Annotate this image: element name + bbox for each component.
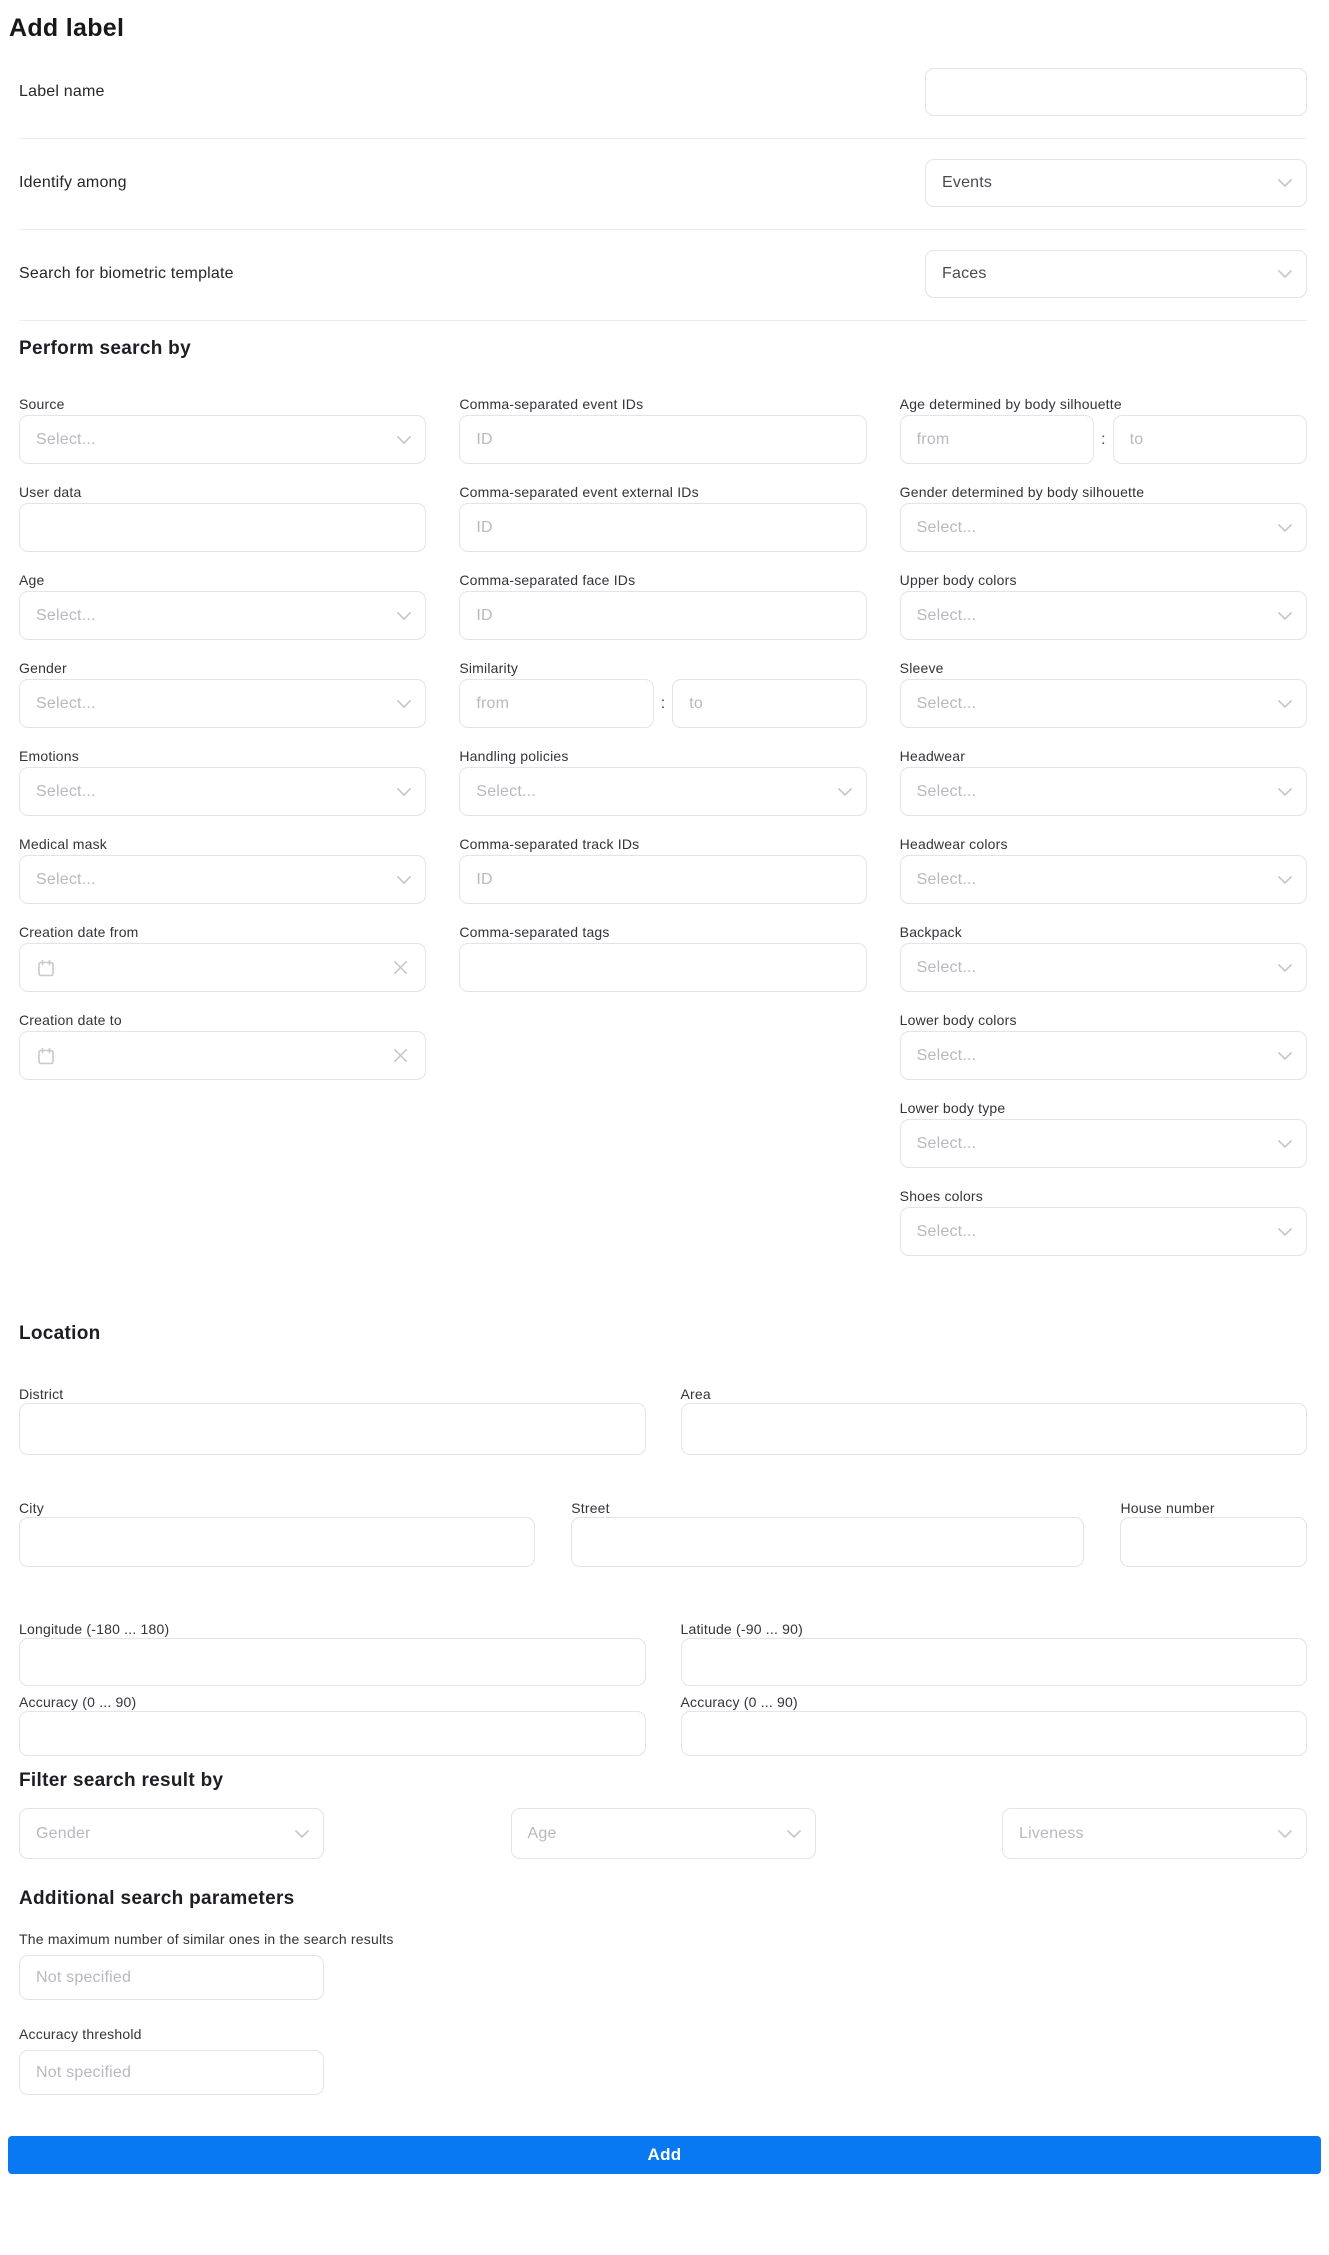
shoes-colors-label: Shoes colors <box>899 1188 983 1204</box>
city-label: City <box>19 1500 44 1516</box>
creation-date-to-label: Creation date to <box>19 1012 122 1028</box>
field-face-ids <box>459 570 866 640</box>
source-label: Source <box>19 396 65 412</box>
accuracy-left-input[interactable] <box>36 1725 631 1743</box>
sleeve-placeholder: Select... <box>916 694 977 712</box>
add-label-form <box>0 13 1329 2095</box>
field-backpack <box>900 922 1307 992</box>
backpack-placeholder: Select... <box>916 958 977 976</box>
event-ids-field <box>459 415 866 464</box>
area-label: Area <box>680 1386 711 1402</box>
event-ids-label: Comma-separated event IDs <box>459 396 644 412</box>
clear-icon[interactable] <box>392 1047 409 1064</box>
face-ids-input[interactable] <box>476 607 851 625</box>
field-lower-body-colors <box>900 1010 1307 1080</box>
label-name-input[interactable] <box>942 83 1292 101</box>
chevron-down-icon <box>397 700 411 708</box>
latitude-input[interactable] <box>698 1653 1293 1671</box>
accuracy-right-field <box>681 1711 1308 1756</box>
field-shoes-colors <box>900 1186 1307 1256</box>
max-similar-input[interactable] <box>36 1969 309 1987</box>
headwear-select[interactable] <box>900 767 1307 816</box>
calendar-icon <box>36 958 56 978</box>
field-accuracy-left <box>19 1693 646 1756</box>
lower-body-colors-placeholder: Select... <box>916 1046 977 1064</box>
location-row-2 <box>19 1499 1307 1567</box>
field-longitude <box>19 1620 646 1686</box>
handling-policies-select[interactable] <box>459 767 866 816</box>
longitude-label: Longitude (-180 ... 180) <box>19 1621 170 1637</box>
face-ids-field <box>459 591 866 640</box>
chevron-down-icon <box>1278 964 1292 972</box>
user-data-field <box>19 503 426 552</box>
location-row-1 <box>19 1385 1307 1455</box>
similarity-from-input[interactable] <box>476 695 638 713</box>
add-button[interactable]: Add <box>8 2136 1321 2174</box>
chevron-down-icon <box>1278 1830 1292 1838</box>
body-gender-label: Gender determined by body silhouette <box>899 484 1145 500</box>
backpack-label: Backpack <box>899 924 962 940</box>
longitude-field <box>19 1638 646 1686</box>
street-input[interactable] <box>588 1533 1069 1551</box>
shoes-colors-placeholder: Select... <box>916 1222 977 1240</box>
chevron-down-icon <box>1278 700 1292 708</box>
body-age-from-field <box>900 415 1094 464</box>
handling-policies-placeholder: Select... <box>476 782 536 800</box>
page-title: Add label <box>9 14 125 42</box>
event-external-ids-field <box>459 503 866 552</box>
range-separator: : <box>1101 430 1106 448</box>
street-label: Street <box>571 1500 610 1516</box>
age-label: Age <box>19 572 45 588</box>
district-input[interactable] <box>36 1420 631 1438</box>
medical-mask-select[interactable] <box>19 855 426 904</box>
age-placeholder: Select... <box>36 606 96 624</box>
filter-liveness-placeholder: Liveness <box>1019 1824 1084 1842</box>
biometric-template-select[interactable] <box>925 250 1307 298</box>
identify-among-label: Identify among <box>19 174 127 191</box>
upper-body-colors-placeholder: Select... <box>916 606 977 624</box>
headwear-placeholder: Select... <box>916 782 977 800</box>
body-age-to-input[interactable] <box>1130 431 1292 449</box>
similarity-range <box>459 679 866 728</box>
lower-body-type-placeholder: Select... <box>916 1134 977 1152</box>
emotions-label: Emotions <box>19 748 79 764</box>
event-external-ids-input[interactable] <box>476 519 851 537</box>
tags-field <box>459 943 866 992</box>
district-label: District <box>19 1386 64 1402</box>
chevron-down-icon <box>1278 612 1292 620</box>
track-ids-field <box>459 855 866 904</box>
event-ids-input[interactable] <box>476 431 851 449</box>
field-tags <box>459 922 866 992</box>
field-similarity <box>459 658 866 728</box>
creation-date-to-input[interactable] <box>19 1031 426 1080</box>
accuracy-left-label: Accuracy (0 ... 90) <box>19 1694 137 1710</box>
headwear-colors-select[interactable] <box>900 855 1307 904</box>
user-data-input[interactable] <box>36 519 411 537</box>
chevron-down-icon <box>397 436 411 444</box>
field-event-external-ids <box>459 482 866 552</box>
accuracy-threshold-label: Accuracy threshold <box>19 2026 142 2042</box>
face-ids-label: Comma-separated face IDs <box>459 572 636 588</box>
identify-among-select[interactable] <box>925 159 1307 207</box>
field-city <box>19 1499 535 1567</box>
upper-body-colors-label: Upper body colors <box>899 572 1017 588</box>
filter-age-placeholder: Age <box>527 1824 557 1842</box>
city-input[interactable] <box>36 1533 520 1551</box>
chevron-down-icon <box>1278 524 1292 532</box>
chevron-down-icon <box>1278 270 1292 278</box>
district-field <box>19 1403 646 1455</box>
creation-date-from-input[interactable] <box>19 943 426 992</box>
body-age-to-field <box>1113 415 1307 464</box>
label-name-field <box>925 68 1307 116</box>
field-emotions <box>19 746 426 816</box>
perform-search-heading: Perform search by <box>19 338 191 359</box>
source-select[interactable] <box>19 415 426 464</box>
chevron-down-icon <box>1278 876 1292 884</box>
chevron-down-icon <box>1278 1228 1292 1236</box>
field-body-gender <box>900 482 1307 552</box>
similarity-from-field <box>459 679 653 728</box>
field-body-age <box>900 394 1307 464</box>
field-lower-body-type <box>900 1098 1307 1168</box>
emotions-placeholder: Select... <box>36 782 96 800</box>
source-placeholder: Select... <box>36 430 96 448</box>
row-label-name <box>19 43 1307 139</box>
search-column-1 <box>19 394 426 1098</box>
similarity-to-input[interactable] <box>689 695 851 713</box>
perform-search-grid <box>19 394 1307 1274</box>
city-field <box>19 1517 535 1567</box>
field-district <box>19 1385 646 1455</box>
gender-placeholder: Select... <box>36 694 96 712</box>
gender-label: Gender <box>19 660 67 676</box>
search-column-3 <box>900 394 1307 1274</box>
filter-gender-placeholder: Gender <box>36 1824 91 1842</box>
house-number-label: House number <box>1120 1500 1215 1516</box>
field-headwear-colors <box>900 834 1307 904</box>
chevron-down-icon <box>295 1830 309 1838</box>
similarity-label: Similarity <box>459 660 519 676</box>
medical-mask-placeholder: Select... <box>36 870 96 888</box>
track-ids-input[interactable] <box>476 871 851 889</box>
tags-input[interactable] <box>476 959 851 977</box>
chevron-down-icon <box>397 612 411 620</box>
tags-label: Comma-separated tags <box>459 924 610 940</box>
field-event-ids <box>459 394 866 464</box>
headwear-colors-label: Headwear colors <box>899 836 1008 852</box>
headwear-label: Headwear <box>899 748 966 764</box>
headwear-colors-placeholder: Select... <box>916 870 977 888</box>
handling-policies-label: Handling policies <box>459 748 569 764</box>
accuracy-right-label: Accuracy (0 ... 90) <box>680 1694 798 1710</box>
field-age <box>19 570 426 640</box>
chevron-down-icon <box>838 788 852 796</box>
lower-body-type-label: Lower body type <box>899 1100 1006 1116</box>
body-gender-placeholder: Select... <box>916 518 977 536</box>
area-input[interactable] <box>698 1420 1293 1438</box>
chevron-down-icon <box>397 788 411 796</box>
chevron-down-icon <box>1278 1052 1292 1060</box>
latitude-field <box>681 1638 1308 1686</box>
chevron-down-icon <box>1278 1140 1292 1148</box>
body-age-range <box>900 415 1307 464</box>
track-ids-label: Comma-separated track IDs <box>459 836 640 852</box>
filter-gender-select[interactable] <box>19 1808 324 1859</box>
location-heading: Location <box>19 1323 101 1344</box>
accuracy-left-field <box>19 1711 646 1756</box>
chevron-down-icon <box>787 1830 801 1838</box>
upper-body-colors-select[interactable] <box>900 591 1307 640</box>
shoes-colors-select[interactable] <box>900 1207 1307 1256</box>
field-upper-body-colors <box>900 570 1307 640</box>
filter-liveness-select[interactable] <box>1002 1808 1307 1859</box>
filter-age-select[interactable] <box>511 1808 816 1859</box>
additional-params-heading: Additional search parameters <box>19 1888 295 1909</box>
location-row-4 <box>19 1693 1307 1756</box>
field-headwear <box>900 746 1307 816</box>
similarity-to-field <box>672 679 866 728</box>
calendar-icon <box>36 1046 56 1066</box>
lower-body-colors-select[interactable] <box>900 1031 1307 1080</box>
chevron-down-icon <box>1278 179 1292 187</box>
search-column-2 <box>459 394 866 1010</box>
field-area <box>681 1385 1308 1455</box>
age-select[interactable] <box>19 591 426 640</box>
field-medical-mask <box>19 834 426 904</box>
biometric-template-label: Search for biometric template <box>19 265 234 282</box>
user-data-label: User data <box>19 484 82 500</box>
house-number-input[interactable] <box>1137 1533 1292 1551</box>
emotions-select[interactable] <box>19 767 426 816</box>
sleeve-label: Sleeve <box>899 660 944 676</box>
street-field <box>571 1517 1084 1567</box>
field-house-number <box>1120 1499 1307 1567</box>
house-number-field <box>1120 1517 1307 1567</box>
chevron-down-icon <box>1278 788 1292 796</box>
location-row-3 <box>19 1620 1307 1686</box>
filter-row <box>19 1808 1307 1859</box>
gender-select[interactable] <box>19 679 426 728</box>
field-user-data <box>19 482 426 552</box>
accuracy-threshold-input[interactable] <box>36 2064 309 2082</box>
sleeve-select[interactable] <box>900 679 1307 728</box>
row-identify-among <box>19 139 1307 230</box>
field-track-ids <box>459 834 866 904</box>
accuracy-right-input[interactable] <box>698 1725 1293 1743</box>
body-age-from-input[interactable] <box>917 431 1079 449</box>
field-accuracy-right <box>681 1693 1308 1756</box>
field-sleeve <box>900 658 1307 728</box>
medical-mask-label: Medical mask <box>19 836 107 852</box>
max-similar-field <box>19 1955 324 2000</box>
backpack-select[interactable] <box>900 943 1307 992</box>
row-biometric-template <box>19 230 1307 321</box>
event-external-ids-label: Comma-separated event external IDs <box>459 484 699 500</box>
lower-body-colors-label: Lower body colors <box>899 1012 1017 1028</box>
filter-heading: Filter search result by <box>19 1770 224 1791</box>
accuracy-threshold-field <box>19 2050 324 2095</box>
body-age-label: Age determined by body silhouette <box>899 396 1122 412</box>
latitude-label: Latitude (-90 ... 90) <box>680 1621 803 1637</box>
max-similar-label: The maximum number of similar ones in the search results <box>19 1931 394 1947</box>
field-gender <box>19 658 426 728</box>
biometric-template-value: Faces <box>942 265 987 282</box>
creation-date-from-label: Creation date from <box>19 924 139 940</box>
body-gender-select[interactable] <box>900 503 1307 552</box>
chevron-down-icon <box>397 876 411 884</box>
field-street <box>571 1499 1084 1567</box>
field-source <box>19 394 426 464</box>
area-field <box>681 1403 1308 1455</box>
field-handling-policies <box>459 746 866 816</box>
field-creation-date-to <box>19 1010 426 1080</box>
label-name-label: Label name <box>19 83 105 100</box>
lower-body-type-select[interactable] <box>900 1119 1307 1168</box>
field-creation-date-from <box>19 922 426 992</box>
field-latitude <box>681 1620 1308 1686</box>
longitude-input[interactable] <box>36 1653 631 1671</box>
identify-among-value: Events <box>942 174 993 191</box>
range-separator: : <box>660 694 666 712</box>
clear-icon[interactable] <box>392 959 409 976</box>
